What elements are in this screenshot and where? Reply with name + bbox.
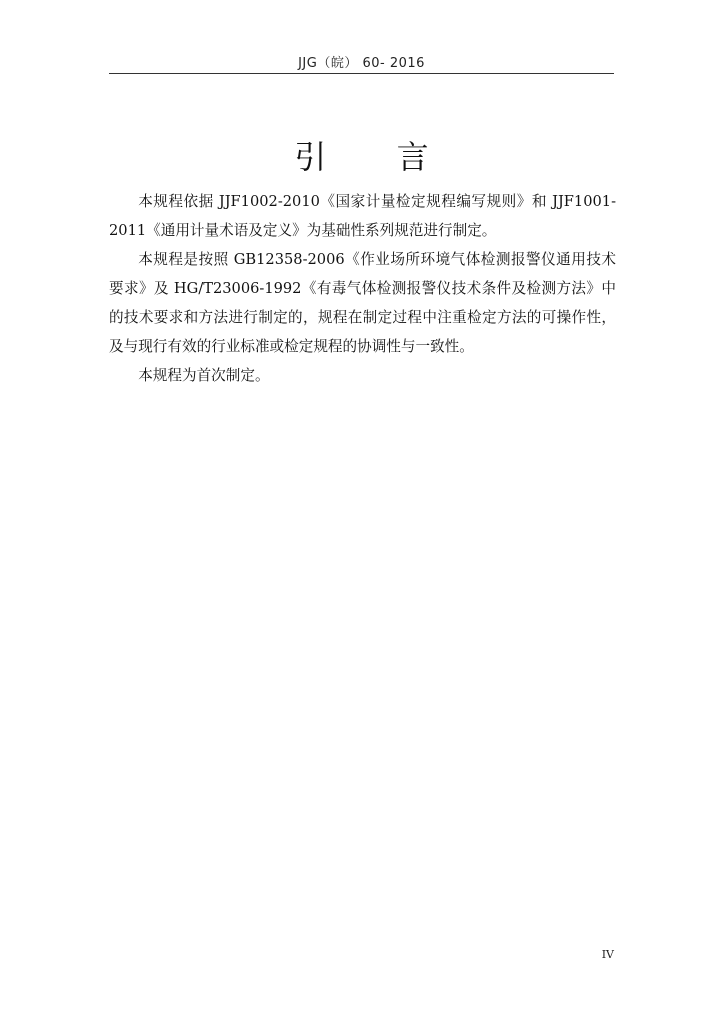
paragraph-basis: 本规程依据 JJF1002-2010《国家计量检定规程编写规则》和 JJF1001-2011《通用计量术语及定义》为基础性系列规范进行制定。 <box>109 193 616 239</box>
body-text <box>109 187 616 390</box>
page-title: 引 言 <box>294 138 459 176</box>
paragraph-first-edition: 本规程为首次制定。 <box>138 367 270 384</box>
running-header: JJG（皖） 60- 2016 <box>298 56 425 71</box>
paragraph-standards: 本规程是按照 GB12358-2006《作业场所环境气体检测报警仪通用技术要求》及 HG/T23006-1992《有毒气体检测报警仪技术条件及检测方法》中的技术要求和方法进行制定的，规程在制定过程中注重检定方法的可操作性，及与现行有效的行业标准或检定规程的协调性与一致性。 <box>109 251 616 355</box>
header-rule <box>109 73 614 74</box>
page-number: IV <box>601 948 614 961</box>
